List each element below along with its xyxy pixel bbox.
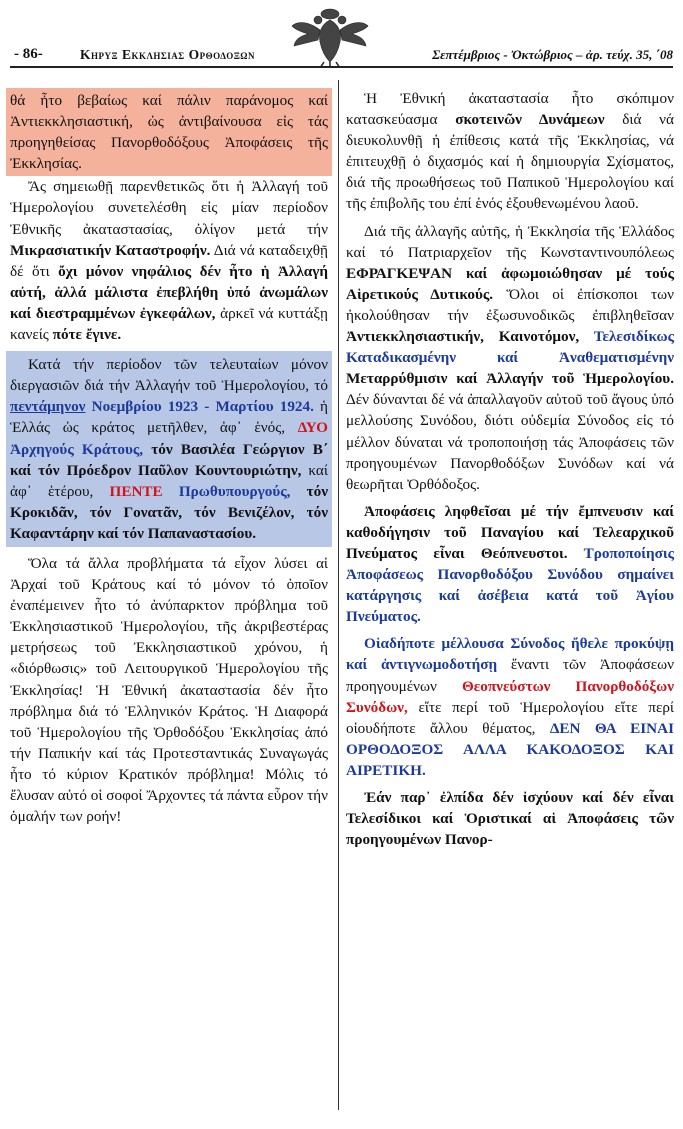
left-paragraph-3: Κατά τήν περίοδον τῶν τελευταίων μόνον διεργασιῶν διά τήν Ἀλλαγήν τοῦ Ἡμερολογίου, τό πεντάμηνον Νοεμβρίου 1923 - Μαρτίου 1924. ἡ Ἑλλάς ὡς κράτος μετῆλθεν, ἀφ᾿ ἑνός, ΔΥΟ Ἀρχηγούς Κράτους, τόν Βασιλέα Γεώργιον Β΄ καί τόν Πρόεδρον Παῦλον Κουντουριώτην, καί ἀφ᾿ ἑτέρου, ΠΕΝΤΕ Πρωθυπουργούς, τόν Κροκιδᾶν, τόν Γονατᾶν, τόν Βενιζέλον, τόν Καφαντάρην καί τόν Παπαναστασίου. (10, 356, 328, 542)
right-paragraph-2: Διά τῆς ἀλλαγῆς αὐτῆς, ἡ Ἐκκλησία τῆς Ἑλλάδος καί τό Πατριαρχεῖον τῆς Κωνσταντινουπόλεως ΕΦΡΑΓΚΕΨΑΝ καί ἀφωμοιώθησαν μέ τούς Αἱρετικούς Δυτικούς. Ὅλοι οἱ ἐπίσκοποι των ἠκολούθησαν τήν ἐξωσυνοδικῶς ἐπιβληθεῖσαν Ἀντιεκκλησιαστικήν, Καινοτόμον, Τελεσιδίκως Καταδικασμένην καί Ἀναθεματισμένην Μεταρρύθμισιν καί Ἀλλαγήν τοῦ Ἡμερολογίου. Δέν δύνανται δέ νά ἀπαλλαγοῦν αὐτοῦ τοῦ ἄγους ὑπό μελλούσης Συνόδου, διότι οὐδεμία Σύνοδος εἰς τό μέλλον δύναται νά τροποποιήσῃ τάς Ἀποφάσεις τῶν προηγουμένων Πανορθοδόξων Συνόδων καί νά θεωρῆται Ὀρθόδοξος. (346, 222, 674, 493)
right-column (346, 88, 674, 856)
left-paragraph-2: Ἄς σημειωθῇ παρενθετικῶς ὅτι ἡ Ἀλλαγή τοῦ Ἡμερολογίου συνετελέσθη εἰς μίαν περίοδον Ἐθνικῆς ἀκαταστασίας, ὀλίγον μετά τήν Μικρασιατικήν Καταστροφήν. Διά νά καταδειχθῇ δέ ὅτι ὄχι μόνον νηφάλιος δέν ἦτο ἡ Ἀλλαγή αὐτή, ἀλλά μάλιστα ἐπεβλήθη ὑπό ἀνωμάλων καί διεστραμμένων ἐγκεφάλων, ἀρκεῖ νά κυττάξῃ κανείς πότε ἔγινε. (10, 178, 329, 344)
double-headed-eagle-icon (290, 2, 370, 68)
left-column (10, 88, 328, 833)
left-paragraph-4: Ὅλα τά ἄλλα προβλήματα τά εἶχον λύσει αἱ Ἀρχαί τοῦ Κράτους καί τό μόνον τό ὁποῖον ἐναπέμεινεν ἦτο τό ἀνύπαρκτον πρόβλημα τοῦ Ἐκκλησιαστικοῦ Ἡμερολογίου, τῆς ἀκριβεστέρας μετρήσεως τοῦ Ἐκκλησιαστικοῦ χρόνου, ἡ «διόρθωσις» τοῦ Λειτουργικοῦ Ἡμερολογίου τῆς Ἐκκλησίας! Ἡ Ἐθνική ἀκαταστασία δέν ἦτο πρόβλημα διά τό Ἑλληνικόν Κράτος. Ἡ Διαφορά τοῦ Ἡμερολογίου τῆς Ὀρθοδόξου Ἐκκλησίας ἀπό τήν Παπικήν καί τάς Προτεσταντικάς Συναγωγάς ἦτο τό κύριον Κρατικόν πρόβλημα! Μόλις τό ἔλυσαν αὐτό οἱ σοφοί Ἄρχοντες τά πάντα εὗρον τήν ὁμαλήν των ροήν! (10, 554, 328, 826)
page-header (0, 0, 683, 72)
page-number: - 86- (14, 46, 43, 62)
highlighted-paragraph-blue (6, 351, 332, 547)
journal-title: Κηρυξ Εκκλησιασ Ορθοδοξων (80, 47, 255, 62)
right-paragraph-4: Οἱαδήποτε μέλλουσα Σύνοδος ἤθελε προκύψῃ καί ἀντιγνωμοδοτήσῃ ἔναντι τῶν Ἀποφάσεων προηγουμένων Θεοπνεύστων Πανορθοδόξων Συνόδων, εἴτε περί τοῦ Ἡμερολογίου εἴτε περί οἱουδήποτε ἄλλου θέματος, ΔΕΝ ΘΑ ΕΙΝΑΙ ΟΡΘΟΔΟΞΟΣ ΑΛΛΑ ΚΑΚΟΔΟΞΟΣ ΚΑΙ ΑΙΡΕΤΙΚΗ. (346, 635, 674, 779)
column-divider (338, 80, 339, 1110)
right-paragraph-3: Ἀποφάσεις ληφθεῖσαι μέ τήν ἔμπνευσιν καί καθοδήγησιν τοῦ Παναγίου καί Τελεαρχικοῦ Πνεύματος εἶναι Θεόπνευστοι. Τροποποίησις Ἀποφάσεως Πανορθοδόξου Συνόδου σημαίνει κατάργησις καί ἀσέβεια κατά τοῦ Ἁγίου Πνεύματος. (346, 502, 674, 626)
right-paragraph-1: Ἡ Ἐθνική ἀκαταστασία ἦτο σκόπιμον κατασκεύασμα σκοτεινῶν Δυνάμεων διά νά διευκολυνθῇ ἡ ἐπίθεσις κατά τῆς Ἐκκλησίας, νά ἐπιτευχθῇ ὁ διχασμός καί ἡ δημιουργία Σχίσματος, διά τῆς προωθήσεως τοῦ Παπικοῦ Ἡμερολογίου καί τῆς ἐπιβολῆς του ἐπί ἑνός ἐξουθενωμένου λαοῦ. (346, 90, 674, 213)
header-rule (10, 66, 673, 68)
left-paragraph-1: θά ἦτο βεβαίως καί πάλιν παράνομος καί Ἀντιεκκλησιαστική, ὡς ἀντιβαίνουσα εἰς τάς προηγηθείσας Πανορθοδόξους Ἀποφάσεις τῆς Ἐκκλησίας. (10, 92, 328, 173)
right-paragraph-5: Ἐάν παρ᾿ ἐλπίδα δέν ἰσχύουν καί δέν εἶναι Τελεσίδικοι καί Ὁριστικαί αἱ Ἀποφάσεις τῶν προηγουμένων Πανορ- (346, 789, 674, 849)
issue-dateline: Σεπτέμβριος - Ὀκτώβριος – ἀρ. τεύχ. 35, ΄08 (432, 47, 673, 62)
highlighted-paragraph-orange (6, 88, 332, 176)
